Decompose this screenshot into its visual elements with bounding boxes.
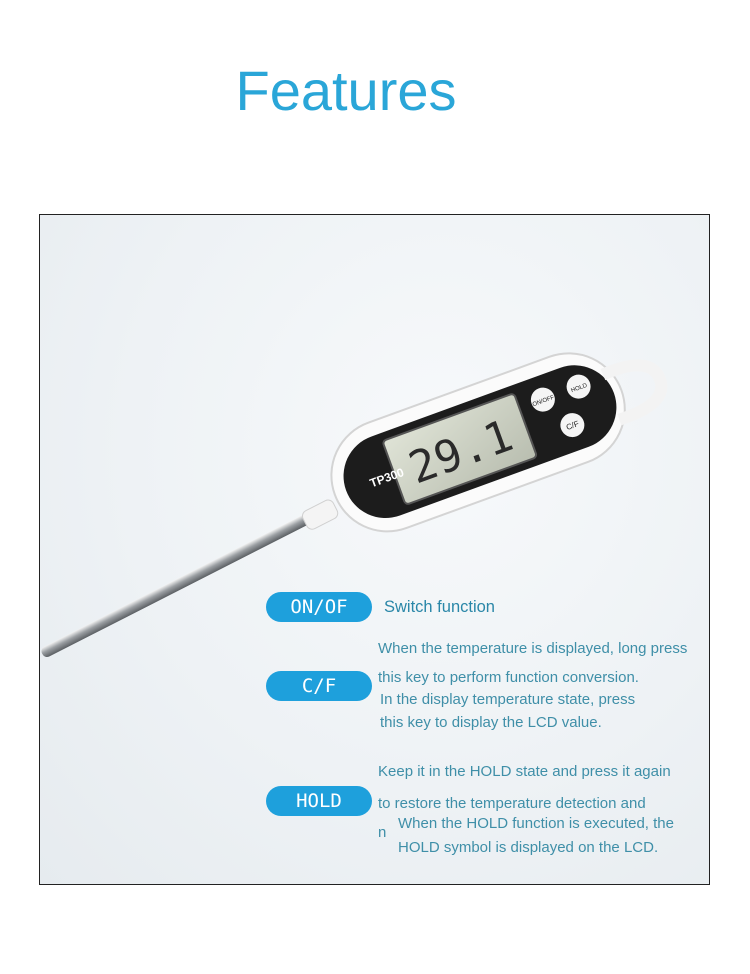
- hold-description-line: to restore the temperature detection and: [378, 795, 646, 812]
- page-title: Features: [235, 59, 457, 122]
- product-photo-panel: [39, 214, 710, 885]
- unit-key: C/F: [564, 419, 581, 432]
- power-key: ON/OFF: [531, 394, 556, 409]
- hold-key-badge: HOLD: [266, 786, 372, 816]
- hold-key: HOLD: [570, 382, 589, 395]
- lcd-reading: 29.1: [402, 410, 520, 495]
- model-label: TP300: [367, 465, 406, 491]
- cf-description-line: When the temperature is displayed, long press: [378, 640, 688, 657]
- on-off-description: Switch function: [384, 598, 495, 616]
- hold-description-line: HOLD symbol is displayed on the LCD.: [398, 839, 659, 856]
- hold-description-line: When the HOLD function is executed, the: [398, 815, 674, 832]
- probe-rod: [40, 513, 312, 659]
- hold-description-line: n: [378, 824, 387, 841]
- hold-description-line: Keep it in the HOLD state and press it again: [378, 763, 671, 780]
- cf-key-badge: C/F: [266, 671, 372, 701]
- cf-description-line: this key to display the LCD value.: [380, 714, 602, 731]
- cf-description-line: In the display temperature state, press: [380, 691, 636, 708]
- cf-description-line: this key to perform function conversion.: [378, 669, 639, 686]
- on-off-key-badge: ON/OF: [266, 592, 372, 622]
- thermometer-image: [40, 215, 710, 885]
